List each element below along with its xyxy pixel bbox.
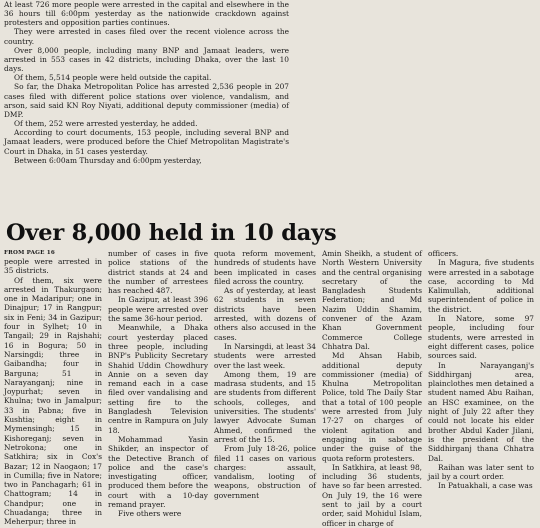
- column-paragraph: As of yesterday, at least 62 students in seven districts have been arrested, with dozens of others also accused in the cases.: [214, 286, 316, 342]
- column-paragraph: quota reform movement, hundreds of students have been implicated in cases filed across the country.: [214, 249, 316, 286]
- column-paragraph: In Satkhira, at least 98, including 36 students, have so far been arrested. On July 19, the 16 were sent to jail by a court order, said Mohidul Islam, officer in charge of: [322, 462, 422, 528]
- column-paragraph: In Patuakhali, a case was: [438, 481, 533, 491]
- from-page-kicker: FROM PAGE 16: [4, 250, 55, 256]
- text-column-5: [428, 249, 534, 491]
- column-paragraph: Md Ahsan Habib, additional deputy commissioner (media) of Khulna Metropolitan Police, told The Daily Star that a total of 100 people were arrested from July 17-27 on charges of violent agitation and engaging in sabotage under the guise of the quota reform protesters.: [322, 351, 422, 463]
- top-paragraph: At least 726 more people were arrested in the capital and elsewhere in the 36 hours till 6:00pm yesterday as the nationwide crackdown against protesters and opposition parties continues.: [4, 0, 289, 28]
- top-article-body: [4, 0, 289, 165]
- column-paragraph: Meanwhile, a Dhaka court yesterday placed three people, including BNP's Publicity Secretary Shahid Uddin Chowdhury Annie on a seven day remand each in a case filed over vandalising and setting fire to the Bangladesh Television centre in Rampura on July 18.: [108, 323, 208, 435]
- column-paragraph: people were arrested in 35 districts.: [4, 257, 102, 276]
- column-paragraph: Amin Sheikh, a student of North Western University and the central organising secretary of the Bangladesh Students Federation; and Md Nazim Uddin Shamim, convener of the Azam Khan Government Commerce College Chhatra Dal.: [322, 249, 422, 351]
- continuation-columns: [4, 249, 540, 528]
- top-paragraph: According to court documents, 153 people, including several BNP and Jamaat leaders, were produced before the Chief Metropolitan Magistrate's Court in Dhaka, in 51 cases yesterday.: [4, 128, 289, 156]
- top-paragraph: Over 8,000 people, including many BNP and Jamaat leaders, were arrested in 553 cases in 42 districts, including Dhaka, over the last 10 days.: [4, 45, 289, 74]
- column-paragraph: Raihan was later sent to jail by a court order.: [428, 462, 534, 482]
- top-paragraph: So far, the Dhaka Metropolitan Police has arrested 2,536 people in 207 cases filed with different police stations over violence, vandalism, and arson, said said KN Roy Niyati, additional deputy commissioner (media) of DMP.: [4, 82, 289, 119]
- column-paragraph: officers.: [428, 249, 459, 258]
- text-column-3: [214, 249, 316, 500]
- column-paragraph: Mohammad Yasin Shikder, an inspector of the Detective Branch of police and the case's investigating officer, produced them before the court with a 10-day remand prayer.: [108, 434, 208, 510]
- top-paragraph: Of them, 5,514 people were held outside the capital.: [14, 73, 212, 83]
- text-column-4: [322, 249, 422, 528]
- top-paragraph: Of them, 252 were arrested yesterday, he added.: [14, 119, 198, 129]
- top-paragraph: They were arrested in cases filed over the recent violence across the country.: [4, 27, 289, 46]
- column-paragraph: In Narayanganj's Siddhirganj area, plainclothes men detained a student named Abu Raihan, an HSC examinee, on the night of July 22 after they could not locate his elder brother Abdul Kader Jilani, is the president of the Siddhirganj thana Chhatra Dal.: [428, 360, 534, 463]
- column-paragraph: In Gazipur, at least 396 people were arrested over the same 36-hour period.: [108, 295, 208, 324]
- text-column-2: [108, 249, 208, 519]
- column-paragraph: Among them, 19 are madrasa students, and 15 are students from different schools, colleges, and universities. The students' lawyer Advocate Suman Ahmed, confirmed the arrest of the 15.: [214, 369, 316, 444]
- column-paragraph: In Natore, some 97 people, including four students, were arrested in eight different cases, police sources said.: [428, 314, 534, 361]
- top-paragraph: Between 6:00am Thursday and 6:00pm yesterday,: [14, 155, 202, 165]
- column-paragraph: Five others were: [118, 509, 182, 519]
- text-column-1: [4, 249, 102, 527]
- column-paragraph: From July 18-26, police filed 11 cases on various charges: assault, vandalism, looting of weapons, obstruction of government: [214, 444, 316, 500]
- column-paragraph: Of them, six were arrested in Thakurgaon; one in Madaripur; one in Dinajpur; 17 in Rangpur; six in Feni; 34 in Gazipur; four in Sylhet; 10 in Tangail; 29 in Rajshahi; 16 in Bogura; 50 in Narsingdi; three in Gaibandha; four in Barguna; 51 in Narayanganj; nine in Joypurhat; seven in Khulna; two in Jamalpur; 33 in Pabna; five in Kushtia; eight in Mymensingh; 15 in Kishoreganj; seven in Netrokona; one in Satkhira; six in Cox's Bazar; 12 in Naogaon; 17 in Cumilla; five in Natore; two in Panchagarh; 61 in Chattogram; 14 in Chandpur; one in Chuadanga; three in Meherpur; three in: [4, 275, 102, 527]
- column-paragraph: In Narsingdi, at least 34 students were arrested over the last week.: [214, 341, 316, 370]
- column-paragraph: In Magura, five students were arrested in a sabotage case, according to Md Kalimullah, additional superintendent of police in the district.: [428, 258, 534, 314]
- article-headline: Over 8,000 held in 10 days: [6, 220, 337, 246]
- column-paragraph: number of cases in five police stations of the district stands at 24 and the number of arrestees has reached 487.: [108, 249, 208, 296]
